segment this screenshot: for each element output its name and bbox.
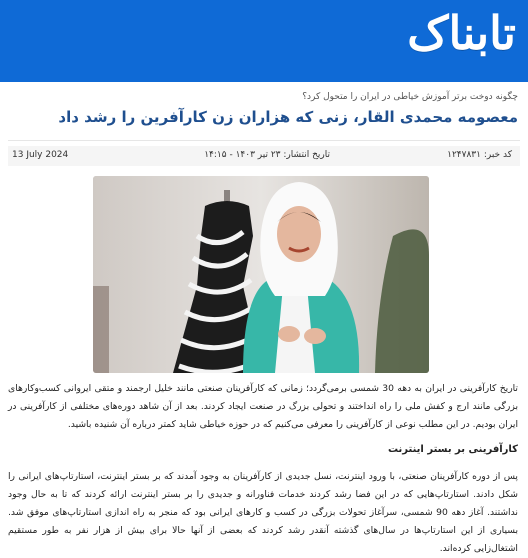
article-headline[interactable]: معصومه محمدی القار، زنی که هزاران زن کارآفرین را رشد داد — [58, 108, 518, 126]
article-paragraph-2: پس از دوره کارآفرینان صنعتی، با ورود اینترنت، نسل جدیدی از کارآفرینان به وجود آمدند که بر بستر اینترنت، استارتاپ‌های ایرانی را شکل دادند. استارتاپ‌هایی که در این فضا رشد کردند خدمات فناورانه و جدیدی را بر بستر اینترنت ارائه کردند که تا به حال وجود نداشتند. آغاز دهه 90 شمسی، سرآغاز تحولات بزرگی در کسب و کارهای ایرانی بود که منجر به راه اندازی استارتاپ‌های موفق شد. بسیاری از این استارتاپ‌ها در سال‌های گذشته آنقدر رشد کردند که بعضی از آنها حالا برای بیش از هزار نفر به طور مستقیم اشتغال‌زایی کرده‌اند. — [8, 471, 518, 554]
site-header — [0, 0, 528, 82]
article-meta-bar — [8, 146, 520, 166]
article-photo — [93, 176, 429, 373]
article-subheading: کارآفرینی بر بستر اینترنت — [387, 444, 518, 455]
article-paragraph-1: تاریخ کارآفرینی در ایران به دهه 30 شمسی برمی‌گردد؛ زمانی که کارآفرینان صنعتی مانند خلیل ارجمند و متقی ایروانی کسب‌وکارهای بزرگی مانند ارج و کفش ملی را راه انداختند و تحولی بزرگ در صنعت ایجاد کردند. بعد از آن شاهد دوره‌های مختلفی از کارآفرینی در ایران بودیم. در این مطلب نوعی از کارآفرینی را معرفی می‌کنیم که در حوزه خیاطی شاید کمتر درباره آن شنیده باشید. — [8, 383, 518, 430]
gregorian-date: 13 July 2024 — [12, 150, 69, 160]
divider — [8, 140, 520, 141]
news-code: کد خبر: ۱۲۴۷۸۳۱ — [447, 150, 512, 160]
site-logo[interactable]: تابناک — [407, 6, 516, 60]
publish-date: تاریخ انتشار: ۲۳ تیر ۱۴۰۳ - ۱۴:۱۵ — [204, 150, 330, 160]
article-lead: چگونه دوخت برتر آموزش خیاطی در ایران را متحول کرد؟ — [302, 92, 518, 102]
